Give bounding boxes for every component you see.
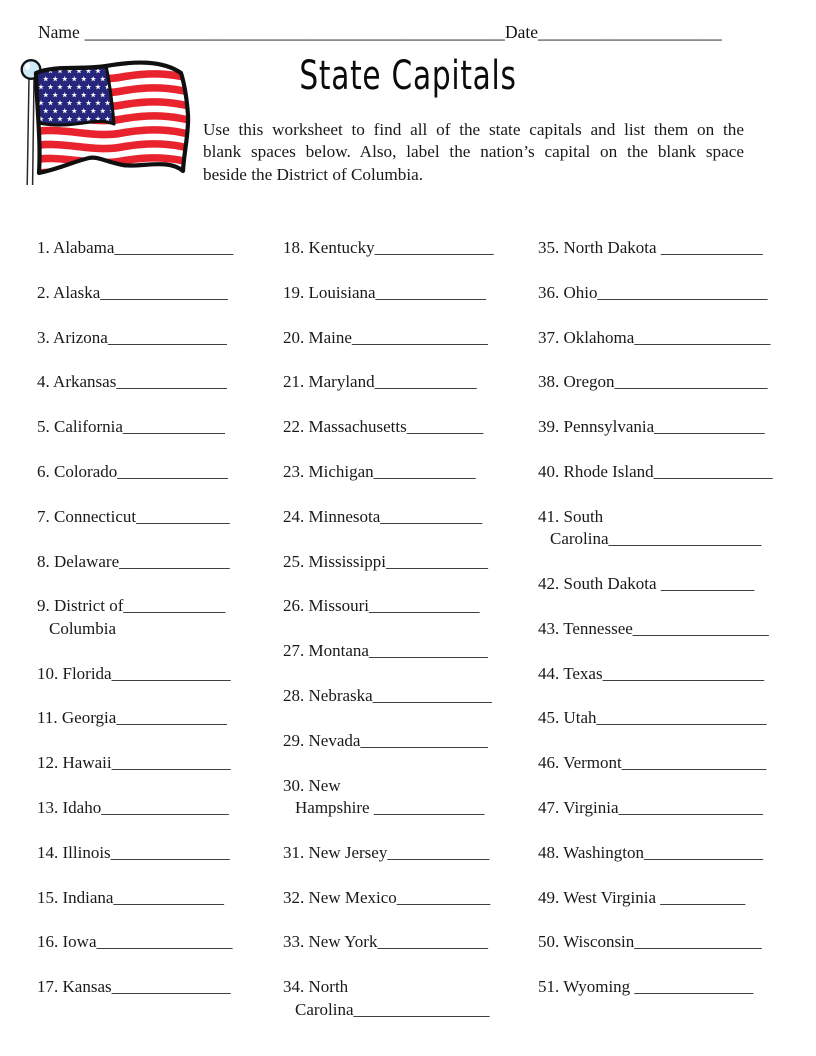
state-entry-text: 14. Illinois______________ [37,842,230,862]
state-entry-text: 43. Tennessee________________ [538,618,769,638]
list-item [37,707,272,729]
list-item [538,237,808,259]
state-entry-text: 1. Alabama______________ [37,238,234,257]
list-item [37,237,272,259]
list-item [37,506,272,528]
list-item [283,775,523,820]
list-item [37,327,272,349]
list-item [538,707,808,729]
date-line [505,22,722,43]
states-column-2 [283,237,523,1043]
list-item [37,931,272,953]
instructions-line: blank spaces below. Also, label the nation’s capital on the blank space [203,142,744,162]
list-item [37,595,272,640]
list-item [37,416,272,438]
instructions-paragraph [203,119,744,186]
list-item [283,416,523,438]
state-entry-text: 19. Louisiana_____________ [283,282,487,302]
list-item [37,551,272,573]
state-entry-text: 47. Virginia_________________ [538,797,764,817]
page-title: State Capitals [299,53,517,99]
state-entry-text: 40. Rhode Island______________ [538,461,773,481]
list-item [538,842,808,864]
flag-canton [36,66,115,125]
state-entry-text: 33. New York_____________ [283,932,488,952]
list-item [37,887,272,909]
state-entry-text: 12. Hawaii______________ [37,753,231,773]
state-entry-text: 18. Kentucky______________ [283,238,494,257]
state-entry-text: 39. Pennsylvania_____________ [538,417,765,437]
list-item [37,842,272,864]
state-entry-text: 20. Maine________________ [283,327,488,347]
list-item [37,663,272,685]
list-item [283,282,523,304]
state-entry-text: 36. Ohio____________________ [538,282,768,302]
state-entry-text: 10. Florida______________ [37,663,231,683]
states-column-3 [538,237,808,1021]
state-entry-text: 34. North [283,977,349,997]
list-item [538,663,808,685]
state-entry-text: 42. South Dakota ___________ [538,573,755,593]
instructions-line: Use this worksheet to find all of the state capitals and list them on the [203,120,744,139]
list-item [283,371,523,393]
state-entry-text: 16. Iowa________________ [37,932,233,952]
list-item [283,887,523,909]
list-item [283,551,523,573]
date-label: Date [505,22,539,42]
state-entry-text: 5. California____________ [37,417,225,437]
state-entry-text: 32. New Mexico___________ [283,887,491,907]
list-item [37,282,272,304]
list-item [538,976,808,998]
date-blank-line: _____________________ [538,22,722,42]
list-item [37,371,272,393]
state-entry-text: 30. New [283,775,341,795]
instructions-line: beside the District of Columbia. [203,164,424,184]
list-item [538,327,808,349]
state-entry-wrap-text: Columbia [49,618,117,638]
list-item [538,282,808,304]
name-label: Name [38,22,80,42]
list-item [37,461,272,483]
state-entry-text: 6. Colorado_____________ [37,461,228,481]
list-item [283,976,523,1021]
list-item [538,416,808,438]
state-entry-wrap-text: Carolina__________________ [550,529,762,549]
state-entry-text: 48. Washington______________ [538,842,763,862]
state-entry-text: 41. South [538,506,604,526]
state-entry-text: 15. Indiana_____________ [37,887,224,907]
list-item [283,327,523,349]
list-item [538,506,808,551]
state-entry-text: 26. Missouri_____________ [283,596,480,616]
state-entry-text: 4. Arkansas_____________ [37,372,227,392]
state-entry-text: 11. Georgia_____________ [37,708,227,728]
list-item [538,573,808,595]
list-item [37,752,272,774]
state-entry-text: 8. Delaware_____________ [37,551,230,571]
state-entry-text: 29. Nevada_______________ [283,730,488,750]
state-entry-text: 13. Idaho_______________ [37,797,229,817]
state-entry-text: 7. Connecticut___________ [37,506,230,526]
list-item [538,371,808,393]
state-entry-text: 27. Montana______________ [283,641,488,661]
list-item [283,842,523,864]
name-blank-line: ________________________________________________ [84,22,505,42]
state-entry-text: 9. District of____________ [37,596,226,616]
state-entry-text: 25. Mississippi____________ [283,551,488,571]
list-item [283,461,523,483]
state-entry-wrap-text: Hampshire _____________ [295,797,485,817]
list-item [538,461,808,483]
list-item [283,506,523,528]
state-entry-text: 22. Massachusetts_________ [283,417,484,437]
state-entry-text: 38. Oregon__________________ [538,372,768,392]
state-entry-text: 46. Vermont_________________ [538,753,767,773]
state-entry-text: 3. Arizona______________ [37,327,227,347]
state-entry-text: 44. Texas___________________ [538,663,765,683]
list-item [283,237,523,259]
list-item [283,730,523,752]
state-entry-text: 31. New Jersey____________ [283,842,490,862]
state-entry-text: 51. Wyoming ______________ [538,977,754,997]
list-item [283,595,523,617]
state-entry-text: 21. Maryland____________ [283,372,477,392]
state-entry-text: 23. Michigan____________ [283,461,476,481]
list-item [283,640,523,662]
state-entry-text: 35. North Dakota ____________ [538,238,763,257]
list-item [538,797,808,819]
state-entry-text: 50. Wisconsin_______________ [538,932,762,952]
state-entry-text: 49. West Virginia __________ [538,887,746,907]
states-column-1 [37,237,272,1021]
state-entry-text: 28. Nebraska______________ [283,685,492,705]
list-item [37,797,272,819]
list-item [283,931,523,953]
state-entry-text: 37. Oklahoma________________ [538,327,771,347]
state-entry-text: 2. Alaska_______________ [37,282,228,302]
list-item [37,976,272,998]
list-item [538,618,808,640]
list-item [538,887,808,909]
state-entry-text: 17. Kansas______________ [37,977,231,997]
state-entry-text: 24. Minnesota____________ [283,506,483,526]
state-entry-wrap-text: Carolina________________ [295,999,490,1019]
name-line [38,22,505,43]
list-item [283,685,523,707]
list-item [538,931,808,953]
list-item [538,752,808,774]
state-entry-text: 45. Utah____________________ [538,708,767,728]
